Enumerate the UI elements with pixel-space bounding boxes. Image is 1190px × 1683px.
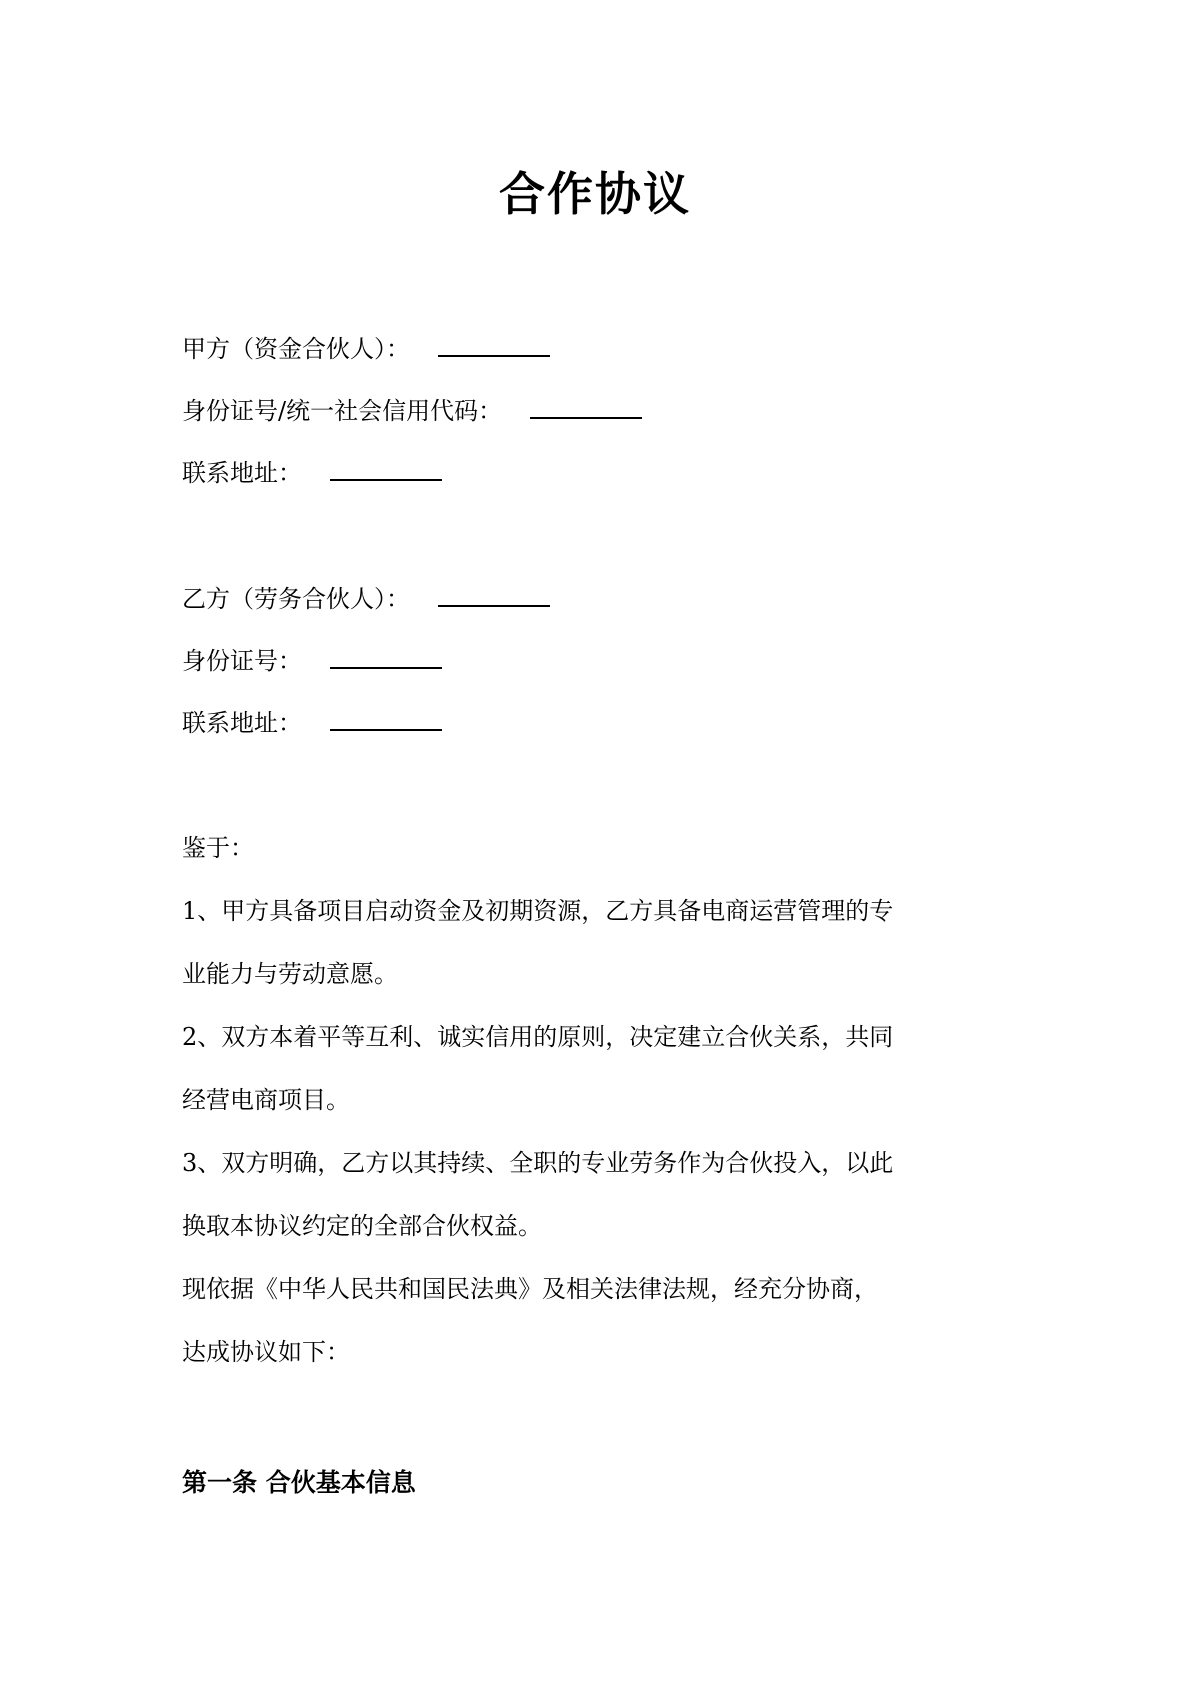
whereas-line: 3、双方明确，乙方以其持续、全职的专业劳务作为合伙投入，以此 [182, 1149, 894, 1177]
party-b-name-label: 乙方（劳务合伙人）： [182, 585, 410, 613]
party-a-id-label: 身份证号/统一社会信用代码： [182, 397, 503, 425]
party-b-name-blank[interactable] [438, 583, 550, 607]
party-a-id-line [182, 395, 642, 426]
article-1-heading: 第一条 合伙基本信息 [182, 1468, 416, 1497]
whereas-line: 业能力与劳动意愿。 [182, 960, 398, 988]
party-a-name-label: 甲方（资金合伙人）： [182, 335, 410, 363]
whereas-line: 经营电商项目。 [182, 1086, 350, 1114]
party-a-address-label: 联系地址： [182, 459, 302, 487]
party-b-address-blank[interactable] [330, 707, 442, 731]
whereas-line: 达成协议如下： [182, 1338, 350, 1366]
party-a-name-blank[interactable] [438, 333, 550, 357]
whereas-line: 1、甲方具备项目启动资金及初期资源，乙方具备电商运营管理的专 [182, 897, 894, 925]
party-b-name-line [182, 583, 550, 614]
whereas-heading: 鉴于： [182, 834, 254, 862]
party-a-address-blank[interactable] [330, 457, 442, 481]
whereas-line: 换取本协议约定的全部合伙权益。 [182, 1212, 542, 1240]
party-a-name-line [182, 333, 550, 364]
party-a-id-blank[interactable] [530, 395, 642, 419]
party-a-address-line [182, 457, 442, 488]
party-b-id-line [182, 645, 442, 676]
party-b-id-blank[interactable] [330, 645, 442, 669]
party-b-address-line [182, 707, 442, 738]
whereas-line: 现依据《中华人民共和国民法典》及相关法律法规，经充分协商， [182, 1275, 878, 1303]
whereas-line: 2、双方本着平等互利、诚实信用的原则，决定建立合伙关系，共同 [182, 1023, 894, 1051]
party-b-address-label: 联系地址： [182, 709, 302, 737]
party-b-id-label: 身份证号： [182, 647, 302, 675]
document-title: 合作协议 [499, 167, 691, 221]
